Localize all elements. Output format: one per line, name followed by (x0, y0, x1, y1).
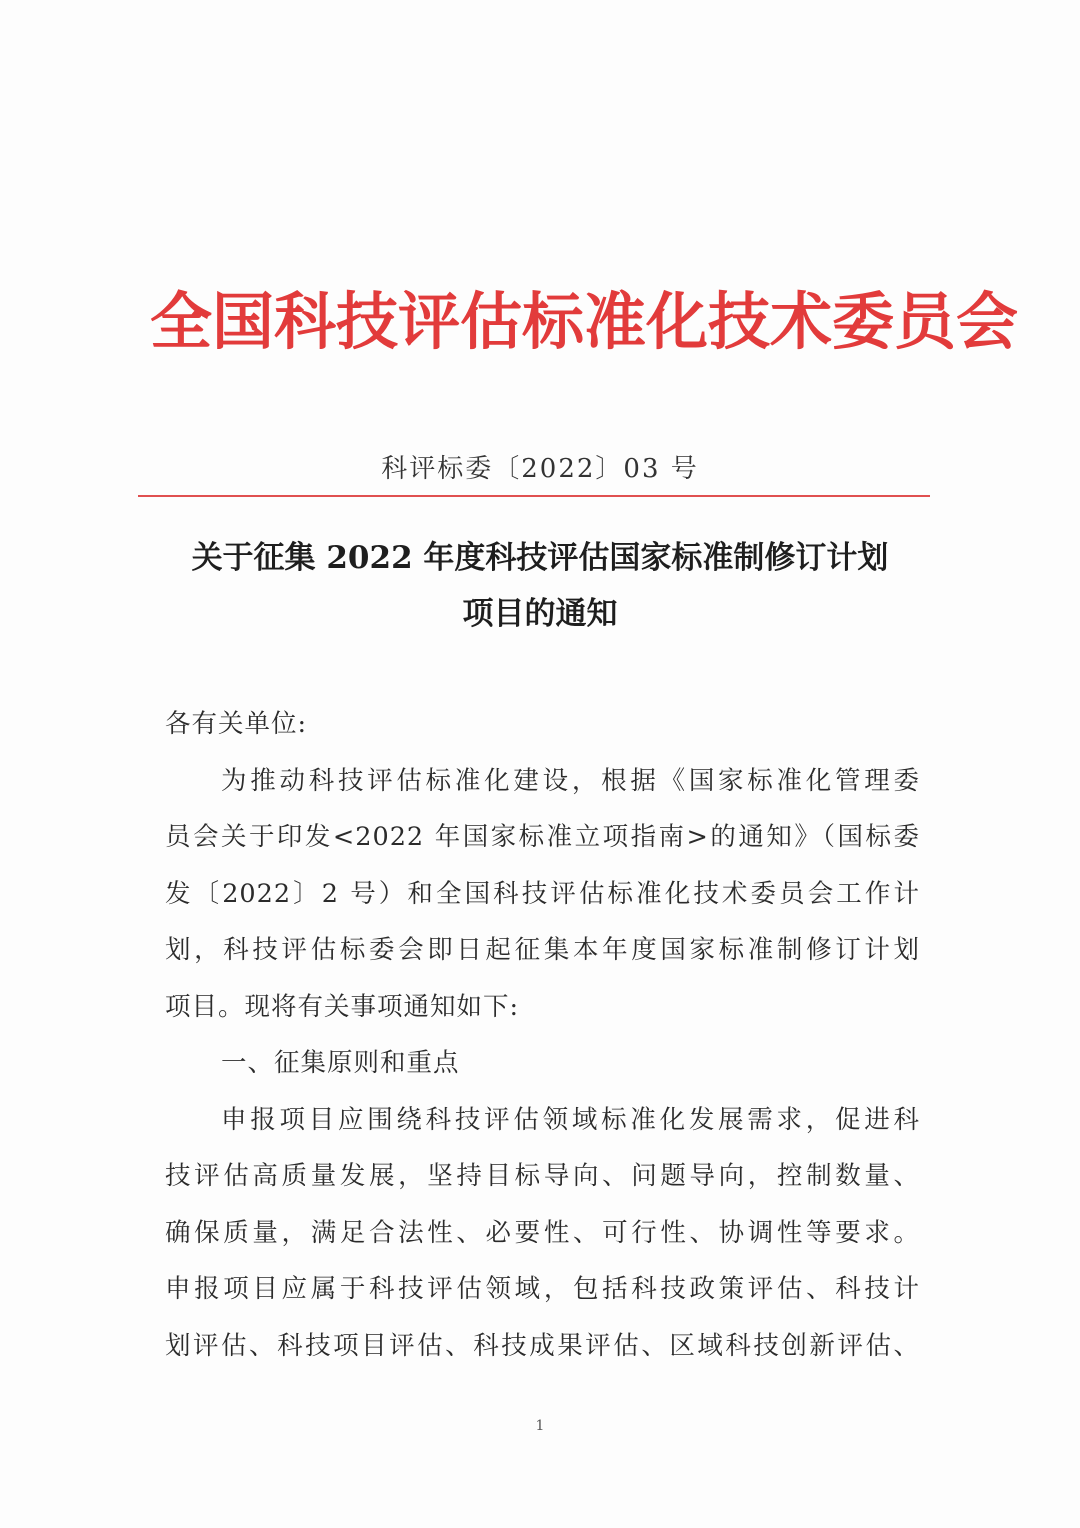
paragraph-line: 划，科技评估标委会即日起征集本年度国家标准制修订计划 (165, 935, 920, 965)
paragraph-line: 项目。现将有关事项通知如下: (165, 991, 520, 1022)
letterhead-divider (138, 495, 930, 497)
notice-title (140, 530, 940, 642)
paragraph-line: 发〔2022〕2 号）和全国科技评估标准化技术委员会工作计 (165, 878, 920, 909)
section-heading: 一、征集原则和重点 (221, 1048, 460, 1078)
paragraph-line: 划评估、科技项目评估、科技成果评估、区域科技创新评估、 (165, 1330, 920, 1361)
page-number: 1 (535, 1418, 545, 1434)
notice-title-line: 项目的通知 (462, 596, 618, 632)
notice-title-line: 关于征集 2022 年度科技评估国家标准制修订计划 (191, 540, 889, 576)
paragraph-line: 申报项目应属于科技评估领域，包括科技政策评估、科技计 (165, 1274, 920, 1304)
paragraph-line: 为推动科技评估标准化建设，根据《国家标准化管理委 (221, 765, 920, 796)
notice-body (165, 696, 920, 1374)
paragraph-line: 确保质量，满足合法性、必要性、可行性、协调性等要求。 (165, 1217, 920, 1248)
paragraph-line: 申报项目应围绕科技评估领域标准化发展需求，促进科 (221, 1104, 920, 1135)
paragraph-line: 员会关于印发<2022 年国家标准立项指南>的通知》（国标委 (165, 822, 920, 852)
salutation: 各有关单位: (165, 709, 308, 739)
letterhead-organization: 全国科技评估标准化技术委员会 (150, 285, 1019, 358)
document-number: 科评标委〔2022〕03 号 (381, 454, 699, 484)
paragraph-line: 技评估高质量发展，坚持目标导向、问题导向，控制数量、 (165, 1161, 920, 1191)
